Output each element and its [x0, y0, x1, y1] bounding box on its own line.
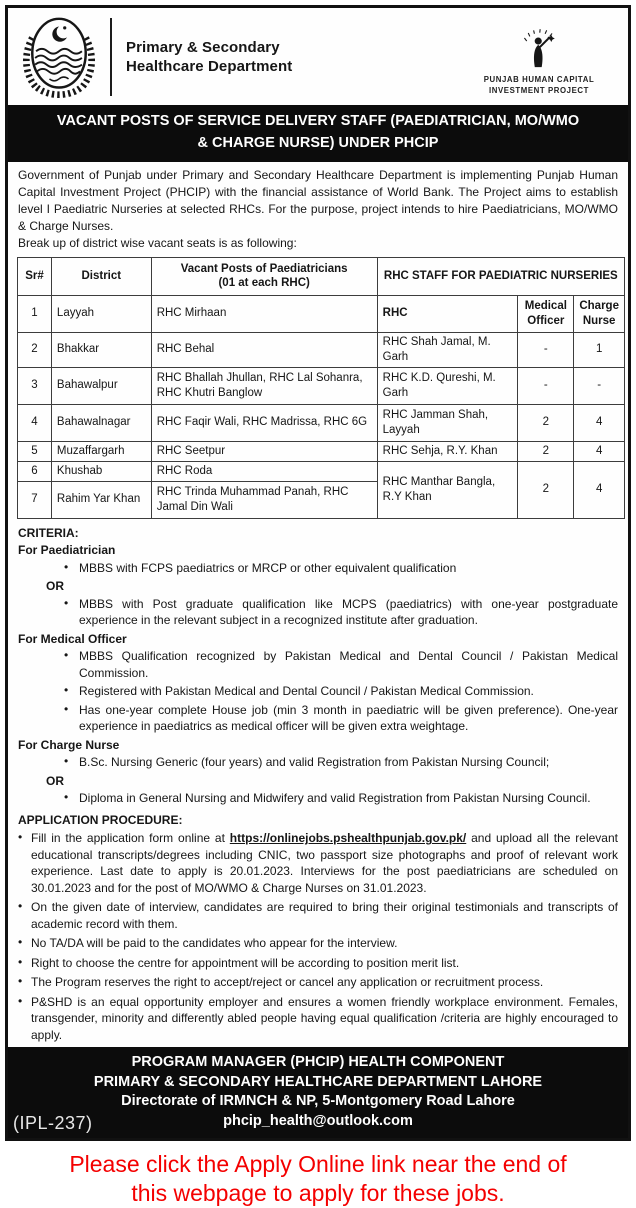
phcip-caption-line2: INVESTMENT PROJECT: [488, 86, 590, 95]
list-item: • On the given date of interview, candidates are required to bring their original testimonials and transcripts of academic record with them.: [18, 899, 618, 932]
criteria-heading: CRITERIA:: [18, 525, 79, 540]
application-procedure-heading: APPLICATION PROCEDURE:: [18, 812, 183, 827]
list-item: • MBBS with Post graduate qualification like MCPS (paediatrics) with one-year postgraduate experience in the relevant subject in a recognized institute after graduation.: [64, 596, 618, 629]
list-item: • P&SHD is an equal opportunity employer and ensures a women friendly workplace environment. Females, transgender, minority and differently abled people having equal qualification /criteria are highly encouraged to apply.: [18, 994, 618, 1044]
footer-email: phcip_health@outlook.com: [223, 1112, 413, 1129]
cell-vacant-posts: RHC Trinda Muhammad Panah, RHC Jamal Din Wali: [151, 481, 377, 518]
cell-charge-nurse: 1: [574, 332, 625, 367]
list-item: • Registered with Pakistan Medical and Dental Council / Pakistan Medical Commission.: [64, 683, 618, 700]
cell-rhc-staff: RHC Jamman Shah, Layyah: [377, 404, 518, 441]
phcip-logo: [460, 17, 618, 96]
list-item: • Has one-year complete House job (min 3 month in paediatric will be given preference). One-year experience in paediatrics as medical officer will be given extra weightage.: [64, 702, 618, 735]
cell-rhc-staff: RHC Shah Jamal, M. Garh: [377, 332, 518, 367]
note-line2: this webpage to apply for these jobs.: [131, 1180, 505, 1207]
phcip-person-logo-icon: [460, 27, 618, 72]
header-section: [8, 8, 628, 105]
intro-text: Government of Punjab under Primary and Secondary Healthcare Department is implementing Punjab Human Capital Investment Project (PHCIP) with the financial assistance of World Bank. The Project aims to establish level I Paediatric Nurseries at selected RHCs. For the purpose, project intends to hire Paediatricians, MO/WMO & Charge Nurses.: [18, 167, 618, 233]
list-item: • No TA/DA will be paid to the candidates who appear for the interview.: [18, 935, 618, 952]
list-item: • B.Sc. Nursing Generic (four years) and valid Registration from Pakistan Nursing Council;: [64, 754, 618, 771]
cell-charge-nurse: -: [574, 367, 625, 404]
cell-district: Bhakkar: [51, 332, 151, 367]
cell-district: Muzaffargarh: [51, 441, 151, 461]
cell-sr: 3: [18, 367, 52, 404]
cell-sr: 2: [18, 332, 52, 367]
list-item: • The Program reserves the right to accept/reject or cancel any application or recruitment process.: [18, 974, 618, 991]
table-row: [18, 367, 625, 404]
note-line1: Please click the Apply Online link near the end of: [69, 1151, 567, 1178]
cell-vacant-posts: RHC Bhallah Jhullan, RHC Lal Sohanra, RHC Khutri Banglow: [151, 367, 377, 404]
cell-district: Bahawalpur: [51, 367, 151, 404]
cell-district: Bahawalnagar: [51, 404, 151, 441]
cell-medical-officer: 2: [518, 441, 574, 461]
charge-nurse-criteria-list: [18, 790, 618, 807]
advertisement-title: VACANT POSTS OF SERVICE DELIVERY STAFF (PAEDIATRICIAN, MO/WMO & CHARGE NURSE) UNDER PHCIP: [8, 105, 628, 162]
table-row: [18, 461, 625, 481]
paediatrician-criteria-list: [18, 596, 618, 629]
col-header-vacant-line2: (01 at each RHC): [218, 277, 310, 290]
footer-section: [8, 1047, 628, 1138]
or-label: OR: [46, 773, 64, 788]
intro-paragraph: [8, 162, 628, 256]
cell-vacant-posts: RHC Faqir Wali, RHC Madrissa, RHC 6G: [151, 404, 377, 441]
list-item: [18, 830, 618, 896]
job-advertisement: [5, 5, 631, 1141]
apply-instruction-pre: Fill in the application form online at: [31, 831, 230, 846]
cell-vacant-posts: RHC Behal: [151, 332, 377, 367]
cell-sr: 7: [18, 481, 52, 518]
criteria-section: [8, 522, 628, 807]
table-row: [18, 404, 625, 441]
charge-nurse-heading: For Charge Nurse: [18, 737, 120, 752]
paediatrician-criteria-list: [18, 560, 618, 577]
cell-district: Khushab: [51, 461, 151, 481]
phcip-logo-caption: [460, 75, 618, 96]
col-header-sr: Sr#: [18, 257, 52, 295]
col-header-vacant-posts: [151, 257, 377, 295]
cell-rhc-staff: RHC Manthar Bangla, R.Y Khan: [377, 461, 518, 518]
apply-instruction-post: and upload all the relevant educational transcripts/degrees including CNIC, two passport size photographs and proof of relevant work experience. Last date to apply is 20.01.2023. Interviews for the post paediatricians are scheduled on 30.01.2023 and for the post of MO/WMO & Charge Nurses on 31.01.2023.: [31, 831, 618, 895]
list-item: • MBBS Qualification recognized by Pakistan Medical and Dental Council / Pakistan Medical Commission.: [64, 648, 618, 681]
cell-sr: 5: [18, 441, 52, 461]
charge-nurse-criteria-list: [18, 754, 618, 771]
subheader-medical-officer: Medical Officer: [518, 295, 574, 332]
cell-medical-officer: 2: [518, 461, 574, 518]
medical-officer-heading: For Medical Officer: [18, 631, 127, 646]
table-row: [18, 332, 625, 367]
application-procedure-section: [8, 809, 628, 1044]
subheader-charge-nurse: Charge Nurse: [574, 295, 625, 332]
apply-online-link[interactable]: https://onlinejobs.pshealthpunjab.gov.pk/: [229, 831, 467, 846]
footer-line-directorate: Directorate of IRMNCH & NP, 5-Montgomery Road Lahore: [121, 1093, 515, 1110]
cell-rhc-staff: RHC Sehja, R.Y. Khan: [377, 441, 518, 461]
department-name: [126, 38, 292, 77]
or-label: OR: [46, 579, 64, 594]
cell-charge-nurse: 4: [574, 404, 625, 441]
header-divider: [110, 18, 112, 96]
department-name-line2: Healthcare Department: [126, 58, 293, 75]
ipl-reference-number: (IPL-237): [13, 1112, 93, 1133]
list-item: • Right to choose the centre for appointment will be according to position merit list.: [18, 955, 618, 972]
vacancies-table: [17, 257, 625, 519]
department-name-line1: Primary & Secondary: [126, 38, 280, 56]
list-item: • Diploma in General Nursing and Midwifery and valid Registration from Pakistan Nursing Council.: [64, 790, 618, 807]
footer-line-program-manager: PROGRAM MANAGER (PHCIP) HEALTH COMPONENT: [131, 1054, 505, 1071]
cell-charge-nurse: 4: [574, 461, 625, 518]
col-header-district: District: [51, 257, 151, 295]
table-row: [18, 441, 625, 461]
table-row: [18, 295, 625, 332]
cell-vacant-posts: RHC Roda: [151, 461, 377, 481]
cell-sr: 4: [18, 404, 52, 441]
medical-officer-criteria-list: [18, 648, 618, 735]
cell-vacant-posts: RHC Mirhaan: [151, 295, 377, 332]
cell-vacant-posts: RHC Seetpur: [151, 441, 377, 461]
intro-breakup-line: Break up of district wise vacant seats is as following:: [18, 235, 297, 250]
cell-district: Layyah: [51, 295, 151, 332]
bottom-instruction-note: [0, 1150, 636, 1208]
cell-sr: 1: [18, 295, 52, 332]
table-header-row: [18, 257, 625, 295]
cell-sr: 6: [18, 461, 52, 481]
phcip-caption-line1: PUNJAB HUMAN CAPITAL: [483, 75, 595, 85]
paediatrician-heading: For Paediatrician: [18, 543, 116, 558]
list-item: • MBBS with FCPS paediatrics or MRCP or other equivalent qualification: [64, 560, 618, 577]
cell-medical-officer: 2: [518, 404, 574, 441]
cell-rhc-staff: RHC K.D. Qureshi, M. Garh: [377, 367, 518, 404]
subheader-rhc: RHC: [377, 295, 518, 332]
application-procedure-list: [18, 830, 618, 1043]
cell-medical-officer: -: [518, 367, 574, 404]
cell-medical-officer: -: [518, 332, 574, 367]
cell-district: Rahim Yar Khan: [51, 481, 151, 518]
col-header-vacant-line1: Vacant Posts of Paediatricians: [180, 262, 348, 275]
punjab-government-emblem-icon: [20, 15, 98, 99]
footer-line-department: PRIMARY & SECONDARY HEALTHCARE DEPARTMENT LAHORE: [93, 1073, 543, 1090]
col-header-rhc-staff: RHC STAFF FOR PAEDIATRIC NURSERIES: [377, 257, 624, 295]
cell-charge-nurse: 4: [574, 441, 625, 461]
